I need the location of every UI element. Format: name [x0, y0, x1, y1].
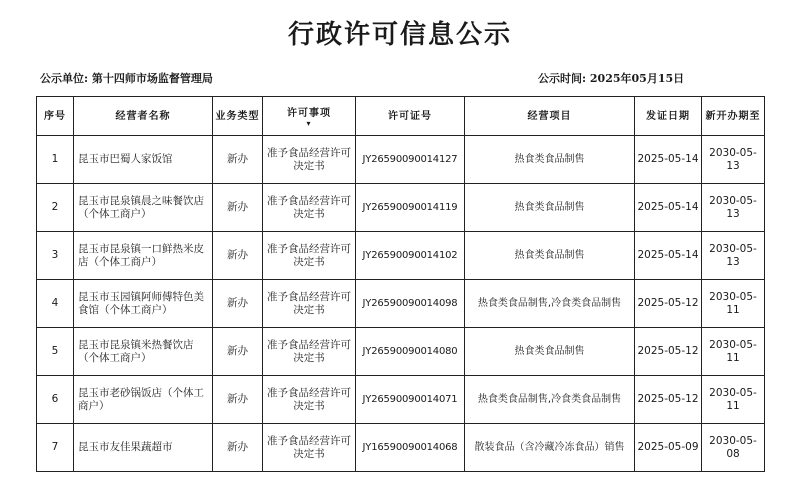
- cell-no: 7: [37, 424, 74, 472]
- cell-item: 准予食品经营许可决定书: [263, 184, 356, 232]
- cell-item: 准予食品经营许可决定书: [263, 376, 356, 424]
- column-header-item[interactable]: [263, 97, 356, 136]
- publish-date-label: 公示时间: 2025年05月15日: [538, 72, 685, 85]
- cell-no: 1: [37, 136, 74, 184]
- cell-license: JY26590090014102: [356, 232, 465, 280]
- cell-name: 昆玉市昆泉镇米热餐饮店（个体工商户）: [74, 328, 213, 376]
- cell-no: 2: [37, 184, 74, 232]
- cell-scope: 散装食品（含冷藏冷冻食品）销售: [465, 424, 635, 472]
- cell-no: 5: [37, 328, 74, 376]
- table-row: [37, 280, 765, 328]
- cell-type: 新办: [213, 328, 263, 376]
- column-header-item-label: 许可事项: [287, 107, 331, 119]
- cell-type: 新办: [213, 184, 263, 232]
- cell-type: 新办: [213, 136, 263, 184]
- cell-item: 准予食品经营许可决定书: [263, 136, 356, 184]
- table-row: [37, 184, 765, 232]
- cell-expiry-date: 2030-05-13: [702, 232, 765, 280]
- cell-issue-date: 2025-05-12: [635, 376, 702, 424]
- cell-no: 4: [37, 280, 74, 328]
- cell-expiry-date: 2030-05-11: [702, 376, 765, 424]
- cell-type: 新办: [213, 232, 263, 280]
- column-header-no: 序号: [37, 97, 74, 136]
- cell-scope: 热食类食品制售: [465, 328, 635, 376]
- table-header-row: [37, 97, 765, 136]
- cell-license: JY26590090014071: [356, 376, 465, 424]
- column-header-license: 许可证号: [356, 97, 465, 136]
- publisher-label: 公示单位: 第十四师市场监督管理局: [40, 72, 213, 85]
- cell-name: 昆玉市昆泉镇晨之味餐饮店（个体工商户）: [74, 184, 213, 232]
- license-table: [36, 96, 765, 472]
- cell-expiry-date: 2030-05-08: [702, 424, 765, 472]
- cell-name: 昆玉市老砂锅饭店（个体工商户）: [74, 376, 213, 424]
- cell-expiry-date: 2030-05-11: [702, 328, 765, 376]
- cell-license: JY26590090014098: [356, 280, 465, 328]
- cell-type: 新办: [213, 280, 263, 328]
- column-header-issue-date: 发证日期: [635, 97, 702, 136]
- cell-issue-date: 2025-05-12: [635, 280, 702, 328]
- cell-expiry-date: 2030-05-13: [702, 184, 765, 232]
- cell-name: 昆玉市昆泉镇一口鲜热米皮店（个体工商户）: [74, 232, 213, 280]
- cell-scope: 热食类食品制售: [465, 136, 635, 184]
- page-title: 行政许可信息公示: [287, 20, 512, 50]
- cell-scope: 热食类食品制售: [465, 184, 635, 232]
- cell-item: 准予食品经营许可决定书: [263, 280, 356, 328]
- column-header-expiry-date: 新开办期至: [702, 97, 765, 136]
- cell-issue-date: 2025-05-14: [635, 136, 702, 184]
- column-header-name: 经营者名称: [74, 97, 213, 136]
- cell-item: 准予食品经营许可决定书: [263, 328, 356, 376]
- column-header-type: 业务类型: [213, 97, 263, 136]
- column-header-scope: 经营项目: [465, 97, 635, 136]
- cell-expiry-date: 2030-05-11: [702, 280, 765, 328]
- table-row: [37, 232, 765, 280]
- cell-name: 昆玉市友佳果蔬超市: [74, 424, 213, 472]
- table-row: [37, 328, 765, 376]
- cell-name: 昆玉市巴蜀人家饭馆: [74, 136, 213, 184]
- cell-scope: 热食类食品制售: [465, 232, 635, 280]
- cell-name: 昆玉市玉园镇阿师傅特色美食馆（个体工商户）: [74, 280, 213, 328]
- cell-type: 新办: [213, 376, 263, 424]
- cell-item: 准予食品经营许可决定书: [263, 232, 356, 280]
- table-row: [37, 376, 765, 424]
- table-row: [37, 424, 765, 472]
- cell-item: 准予食品经营许可决定书: [263, 424, 356, 472]
- table-row: [37, 136, 765, 184]
- cell-issue-date: 2025-05-09: [635, 424, 702, 472]
- cell-no: 3: [37, 232, 74, 280]
- cell-no: 6: [37, 376, 74, 424]
- cell-expiry-date: 2030-05-13: [702, 136, 765, 184]
- cell-issue-date: 2025-05-14: [635, 232, 702, 280]
- cell-license: JY26590090014080: [356, 328, 465, 376]
- cell-type: 新办: [213, 424, 263, 472]
- cell-license: JY26590090014127: [356, 136, 465, 184]
- cell-issue-date: 2025-05-14: [635, 184, 702, 232]
- filter-dropdown-icon[interactable]: ▾: [306, 117, 312, 128]
- cell-license: JY16590090014068: [356, 424, 465, 472]
- cell-issue-date: 2025-05-12: [635, 328, 702, 376]
- cell-license: JY26590090014119: [356, 184, 465, 232]
- cell-scope: 热食类食品制售,冷食类食品制售: [465, 280, 635, 328]
- cell-scope: 热食类食品制售,冷食类食品制售: [465, 376, 635, 424]
